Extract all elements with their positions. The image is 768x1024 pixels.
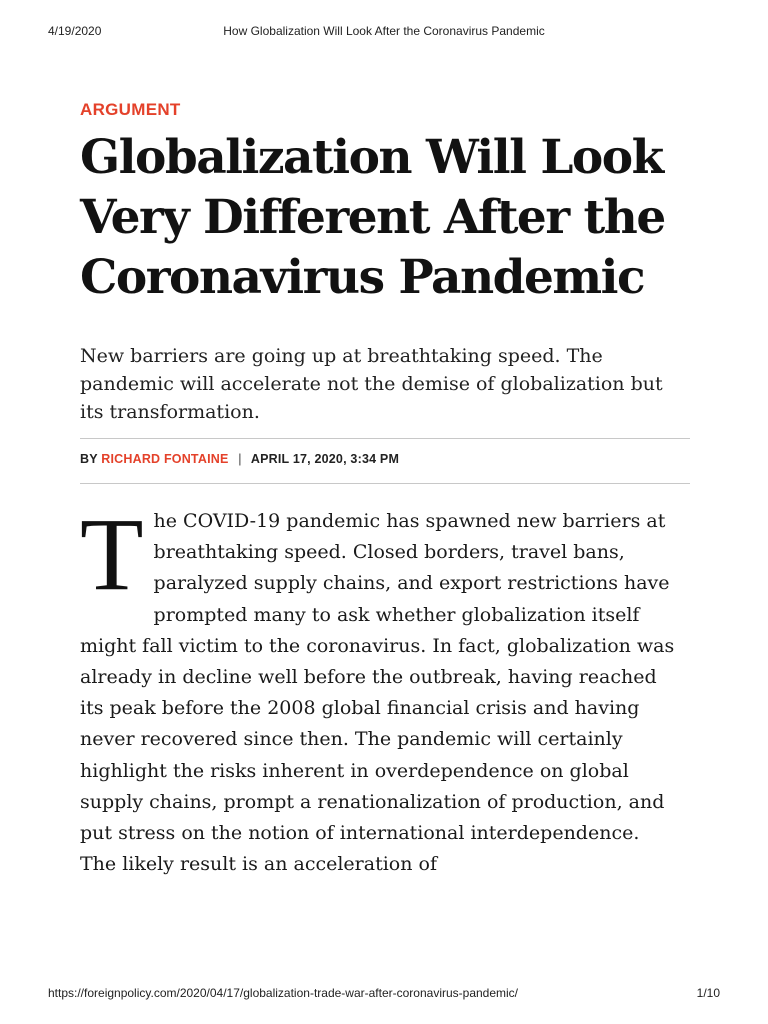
print-page-title: How Globalization Will Look After the Coronavirus Pandemic xyxy=(223,24,545,38)
byline-prefix: BY xyxy=(80,452,98,466)
print-header xyxy=(48,24,720,40)
publish-date: APRIL 17, 2020, 3:34 PM xyxy=(250,452,400,466)
byline xyxy=(80,439,692,483)
byline-separator: | xyxy=(238,452,242,466)
page-number: 1/10 xyxy=(696,986,720,1000)
article-subheadline: New barriers are going up at breathtaking speed. The pandemic will accelerate not the demise of globalization but its transformation. xyxy=(80,345,663,423)
drop-cap: T xyxy=(80,497,144,612)
article-paragraph: he COVID-19 pandemic has spawned new barriers at breathtaking speed. Closed borders, travel bans, paralyzed supply chains, and export restrictions have prompted many to ask whether globalization itself might fall victim to the coronavirus. In fact, globalization was already in decline well before the outbreak, having reached its peak before the 2008 global financial crisis and having never recovered since then. The pandemic will certainly highlight the risks inherent in overdependence on global supply chains, prompt a renationalization of production, and put stress on the notion of international interdependence. The likely result is an acceleration of xyxy=(80,510,675,876)
divider-bottom xyxy=(80,483,690,484)
print-date: 4/19/2020 xyxy=(48,24,102,38)
article-headline: Globalization Will Look Very Different After the Coronavirus Pandemic xyxy=(80,130,665,305)
article-body xyxy=(80,497,680,880)
article-category-link[interactable]: ARGUMENT xyxy=(80,100,181,119)
article xyxy=(80,98,692,880)
author-link[interactable]: RICHARD FONTAINE xyxy=(101,452,229,466)
print-footer xyxy=(48,986,720,1002)
print-url: https://foreignpolicy.com/2020/04/17/globalization-trade-war-after-coronavirus-pandemic/ xyxy=(48,986,519,1000)
